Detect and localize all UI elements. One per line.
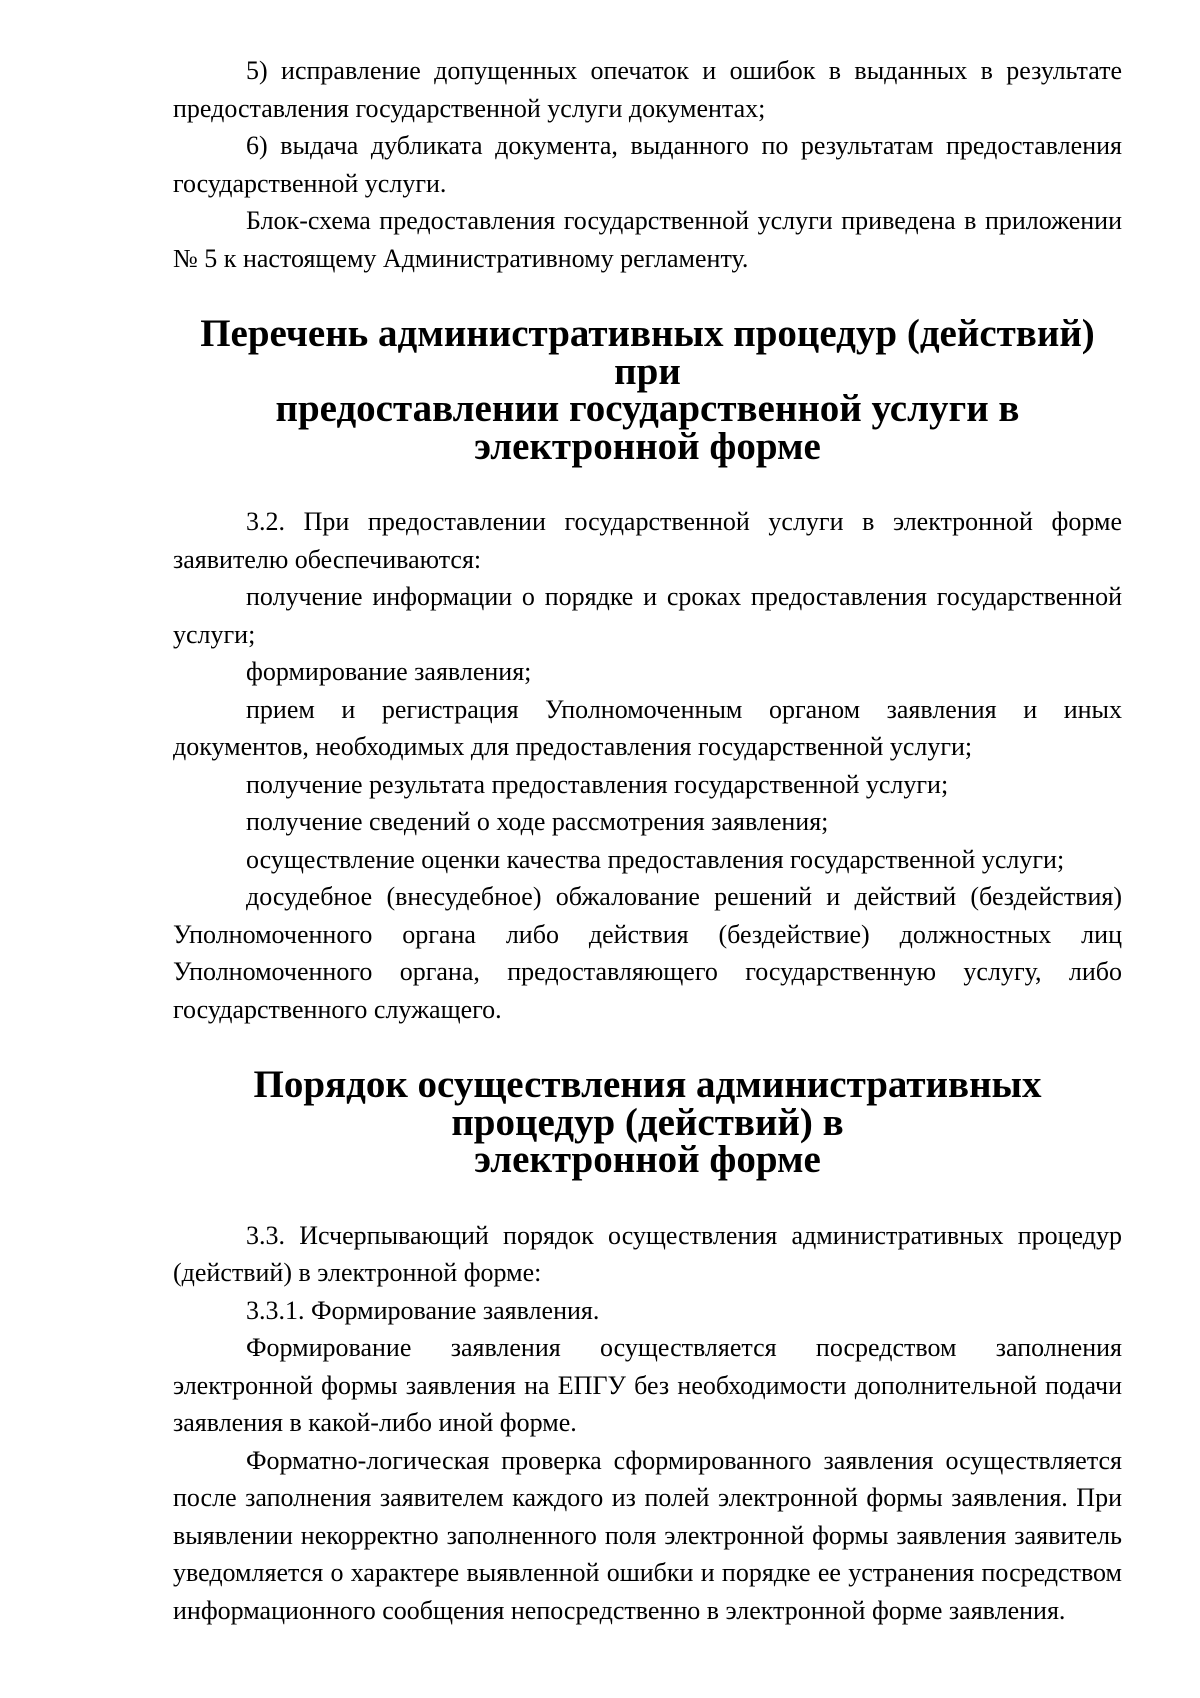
list-item: досудебное (внесудебное) обжалование решений и действий (бездействия) Уполномоченного органа либо действия (бездействие) должностных лиц Уполномоченного органа, предоставляющего государственную услугу, либо государственного служащего. bbox=[173, 882, 1122, 1024]
heading-line: электронной форме bbox=[474, 1138, 821, 1181]
section-procedures-order bbox=[173, 1217, 1122, 1630]
paragraph-item-5: 5) исправление допущенных опечаток и ошибок в выданных в результате предоставления государственной услуги документах; bbox=[173, 56, 1122, 123]
heading-line: Порядок осуществления административных процедур (действий) в bbox=[253, 1063, 1042, 1144]
paragraph-3-2: 3.2. При предоставлении государственной услуги в электронной форме заявителю обеспечиваются: bbox=[173, 507, 1122, 574]
document-page bbox=[173, 52, 1122, 1629]
section-procedures-list bbox=[173, 503, 1122, 1028]
paragraph-3-3: 3.3. Исчерпывающий порядок осуществления административных процедур (действий) в электронной форме: bbox=[173, 1220, 1122, 1287]
list-item: осуществление оценки качества предоставления государственной услуги; bbox=[246, 844, 1065, 874]
paragraph-format-check: Форматно-логическая проверка сформированного заявления осуществляется после заполнения заявителем каждого из полей электронной формы заявления. При выявлении некорректно заполненного поля электронной формы заявления заявитель уведомляется о характере выявленной ошибки и порядке ее устранения посредством информационного сообщения непосредственно в электронной форме заявления. bbox=[173, 1445, 1122, 1625]
list-item: формирование заявления; bbox=[246, 657, 532, 686]
heading-line: Перечень административных процедур (действий) при bbox=[200, 312, 1095, 393]
paragraph-form-creation: Формирование заявления осуществляется посредством заполнения электронной формы заявления на ЕПГУ без необходимости дополнительной подачи заявления в какой-либо иной форме. bbox=[173, 1333, 1122, 1437]
paragraph-item-6: 6) выдача дубликата документа, выданного по результатам предоставления государственной услуги. bbox=[173, 131, 1122, 198]
list-item: получение информации о порядке и сроках предоставления государственной услуги; bbox=[173, 582, 1122, 649]
section-heading-procedures-list bbox=[173, 312, 1122, 468]
paragraph-3-3-1: 3.3.1. Формирование заявления. bbox=[246, 1295, 600, 1325]
list-item: получение сведений о ходе рассмотрения заявления; bbox=[246, 807, 829, 836]
heading-line: предоставлении государственной услуги в электронной форме bbox=[275, 387, 1020, 468]
section-heading-procedures-order bbox=[173, 1063, 1122, 1181]
list-item: прием и регистрация Уполномоченным органом заявления и иных документов, необходимых для предоставления государственной услуги; bbox=[173, 694, 1122, 761]
paragraph-block-scheme: Блок-схема предоставления государственной услуги приведена в приложении № 5 к настоящему Административному регламенту. bbox=[173, 206, 1122, 273]
list-item: получение результата предоставления государственной услуги; bbox=[246, 769, 949, 799]
